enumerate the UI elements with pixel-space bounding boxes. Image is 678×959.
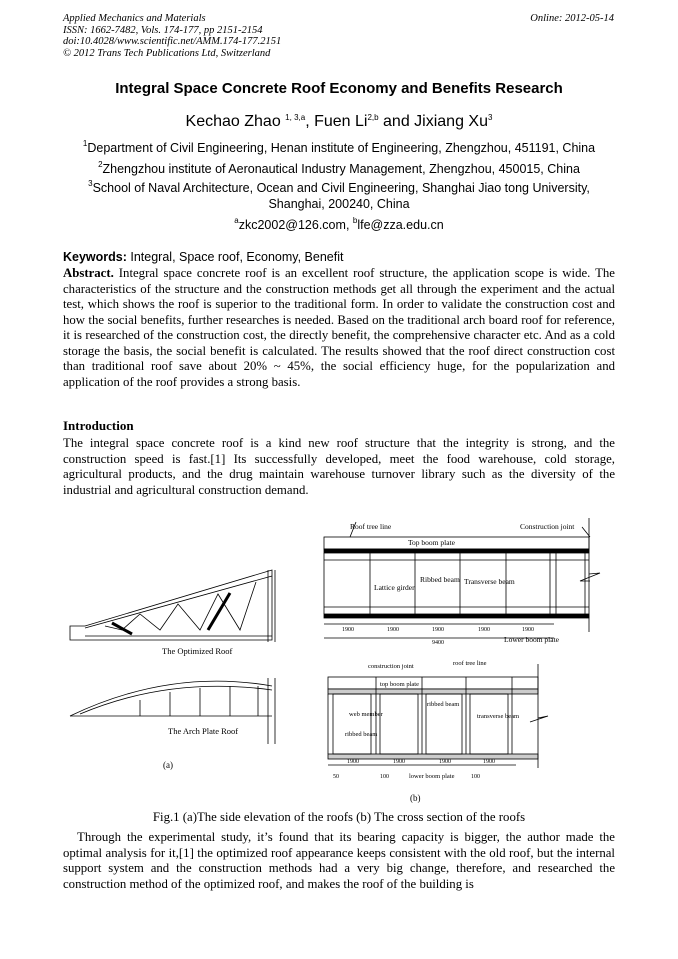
- copyright: © 2012 Trans Tech Publications Ltd, Switzerland: [63, 47, 271, 59]
- abstract-text: Integral space concrete roof is an excellent roof structure, the application scope is wide. The characteristics of the structure and the construction methods get all through the experiment and the actual test, which shows the roof is superior to the traditional form. In order to validate the construction cost and how the social benefits, further researches is needed. Based on the traditional arch board roof for reference, it is researched of the construction cost, the directly benefit, the comprehensive character etc. And as a cold storage the basis, the social benefit is calculated. The results showed that the roof direct construction cost than traditional roof save about 20% ~ 45%, the social efficiency huge, for the popularization and application of the roof provides a strong basis.: [63, 266, 615, 389]
- email-sup: a: [234, 216, 239, 225]
- sub-dim-label: 50: [333, 774, 339, 780]
- top-boom-plate-label: Top boom plate: [408, 538, 455, 547]
- sub-dim-label: 100: [471, 774, 480, 780]
- figure-b-tag: (b): [410, 793, 421, 803]
- abstract: [63, 266, 615, 390]
- emails: [63, 217, 615, 233]
- author-sup: 3: [488, 113, 493, 122]
- email-sup: b: [352, 216, 358, 225]
- dim-total: 9400: [432, 640, 444, 646]
- intro-paragraph-2: Through the experimental study, it’s found that its bearing capacity is bigger, the author made the optimal analysis for it,[1] the optimized roof appearance keeps consistent with the old roof, but the internal support system and the construction methods had a very big change, therefore, and researched the construction method of the optimized roof, and makes the roof of the building is: [63, 830, 615, 891]
- construction-joint-label-b: construction joint: [368, 663, 414, 670]
- aff-sup: 2: [98, 160, 103, 169]
- aff-text: Zhengzhou institute of Aeronautical Industry Management, Zhengzhou, 450015, China: [102, 162, 580, 176]
- email-b: lfe@zza.edu.cn: [357, 218, 444, 232]
- sub-dim-label: 100: [380, 774, 389, 780]
- arch-plate-roof-label: The Arch Plate Roof: [168, 726, 239, 736]
- dim-label: 1900: [347, 759, 359, 765]
- journal-name: Applied Mechanics and Materials: [63, 13, 206, 24]
- authors: [0, 113, 678, 131]
- author-sep: ,: [305, 113, 315, 130]
- affiliation: [63, 140, 615, 156]
- email-sep: ,: [345, 218, 353, 232]
- keywords-text: Integral, Space roof, Economy, Benefit: [126, 250, 344, 264]
- keywords-label: Keywords:: [63, 250, 127, 264]
- ribbed-beam-label-b2: ribbed beam: [345, 731, 378, 738]
- ribbed-beam-label-b: ribbed beam: [427, 701, 460, 708]
- figure-1: [60, 518, 620, 808]
- figure-a-tag: (a): [163, 760, 173, 770]
- doi: doi:10.4028/www.scientific.net/AMM.174-177.2151: [63, 36, 282, 47]
- abstract-label: Abstract.: [63, 266, 114, 280]
- online-date: Online: 2012-05-14: [530, 13, 614, 24]
- construction-joint-label: Construction joint: [520, 522, 575, 531]
- aff-text: School of Naval Architecture, Ocean and Civil Engineering, Shanghai Jiao tong University, Shanghai, 200240, China: [92, 181, 590, 211]
- affiliation: [63, 161, 615, 177]
- transverse-beam-label: Transverse beam: [464, 577, 515, 586]
- roof-tree-line-label-b: roof tree line: [453, 660, 487, 667]
- web-member-label: web member: [349, 711, 383, 718]
- optimized-roof-label: The Optimized Roof: [162, 646, 233, 656]
- lower-boom-plate-label: Lower boom plate: [504, 635, 559, 644]
- author-sep: and: [378, 113, 415, 130]
- dim-label: 1900: [342, 627, 354, 633]
- email-a: zkc2002@126.com: [238, 218, 346, 232]
- top-boom-plate-label-b: top boom plate: [380, 681, 419, 688]
- journal-header: [63, 13, 281, 59]
- author-name: Kechao Zhao: [185, 113, 281, 130]
- roof-tree-line-label: Roof tree line: [350, 522, 392, 531]
- figure-caption: Fig.1 (a)The side elevation of the roofs (b) The cross section of the roofs: [152, 810, 526, 824]
- aff-sup: 3: [88, 179, 93, 188]
- dim-label: 1900: [478, 627, 490, 633]
- optimized-roof-drawing: [70, 570, 275, 642]
- author-sup: 2,b: [367, 113, 379, 122]
- dim-label: 1900: [522, 627, 534, 633]
- lower-boom-plate-label-b: lower boom plate: [409, 773, 455, 780]
- aff-sup: 1: [82, 139, 88, 148]
- aff-text: Department of Civil Engineering, Henan institute of Engineering, Zhengzhou, 451191, China: [87, 141, 596, 155]
- author-name: Jixiang Xu: [414, 113, 488, 130]
- author-name: Fuen Li: [314, 113, 368, 130]
- dim-label: 1900: [432, 627, 444, 633]
- dim-label: 1900: [387, 627, 399, 633]
- dim-label: 1900: [393, 759, 405, 765]
- lattice-girder-label: Lattice girder: [374, 583, 415, 592]
- intro-paragraph-1: The integral space concrete roof is a kind new roof structure that the integrity is strong, and the construction speed is fast.[1] Its successfully developed, meet the food warehouse, cold storage, agricultural products, and the drug maintain warehouse turnover library such as the diversity of the industrial and agricultural construction demand.: [63, 436, 615, 497]
- issn: ISSN: 1662-7482, Vols. 174-177, pp 2151-2154: [63, 24, 263, 36]
- keywords: [63, 250, 343, 264]
- transverse-beam-label-b: transverse beam: [477, 713, 520, 720]
- introduction-heading: Introduction: [63, 418, 134, 433]
- author-sup: 1, 3,a: [285, 113, 306, 122]
- affiliation: [83, 180, 595, 212]
- ribbed-beam-label: Ribbed beam: [420, 575, 460, 584]
- dim-label: 1900: [439, 759, 451, 765]
- dim-label: 1900: [483, 759, 495, 765]
- paper-title: Integral Space Concrete Roof Economy and Benefits Research: [115, 80, 563, 97]
- roof-cross-section-top: [324, 518, 600, 638]
